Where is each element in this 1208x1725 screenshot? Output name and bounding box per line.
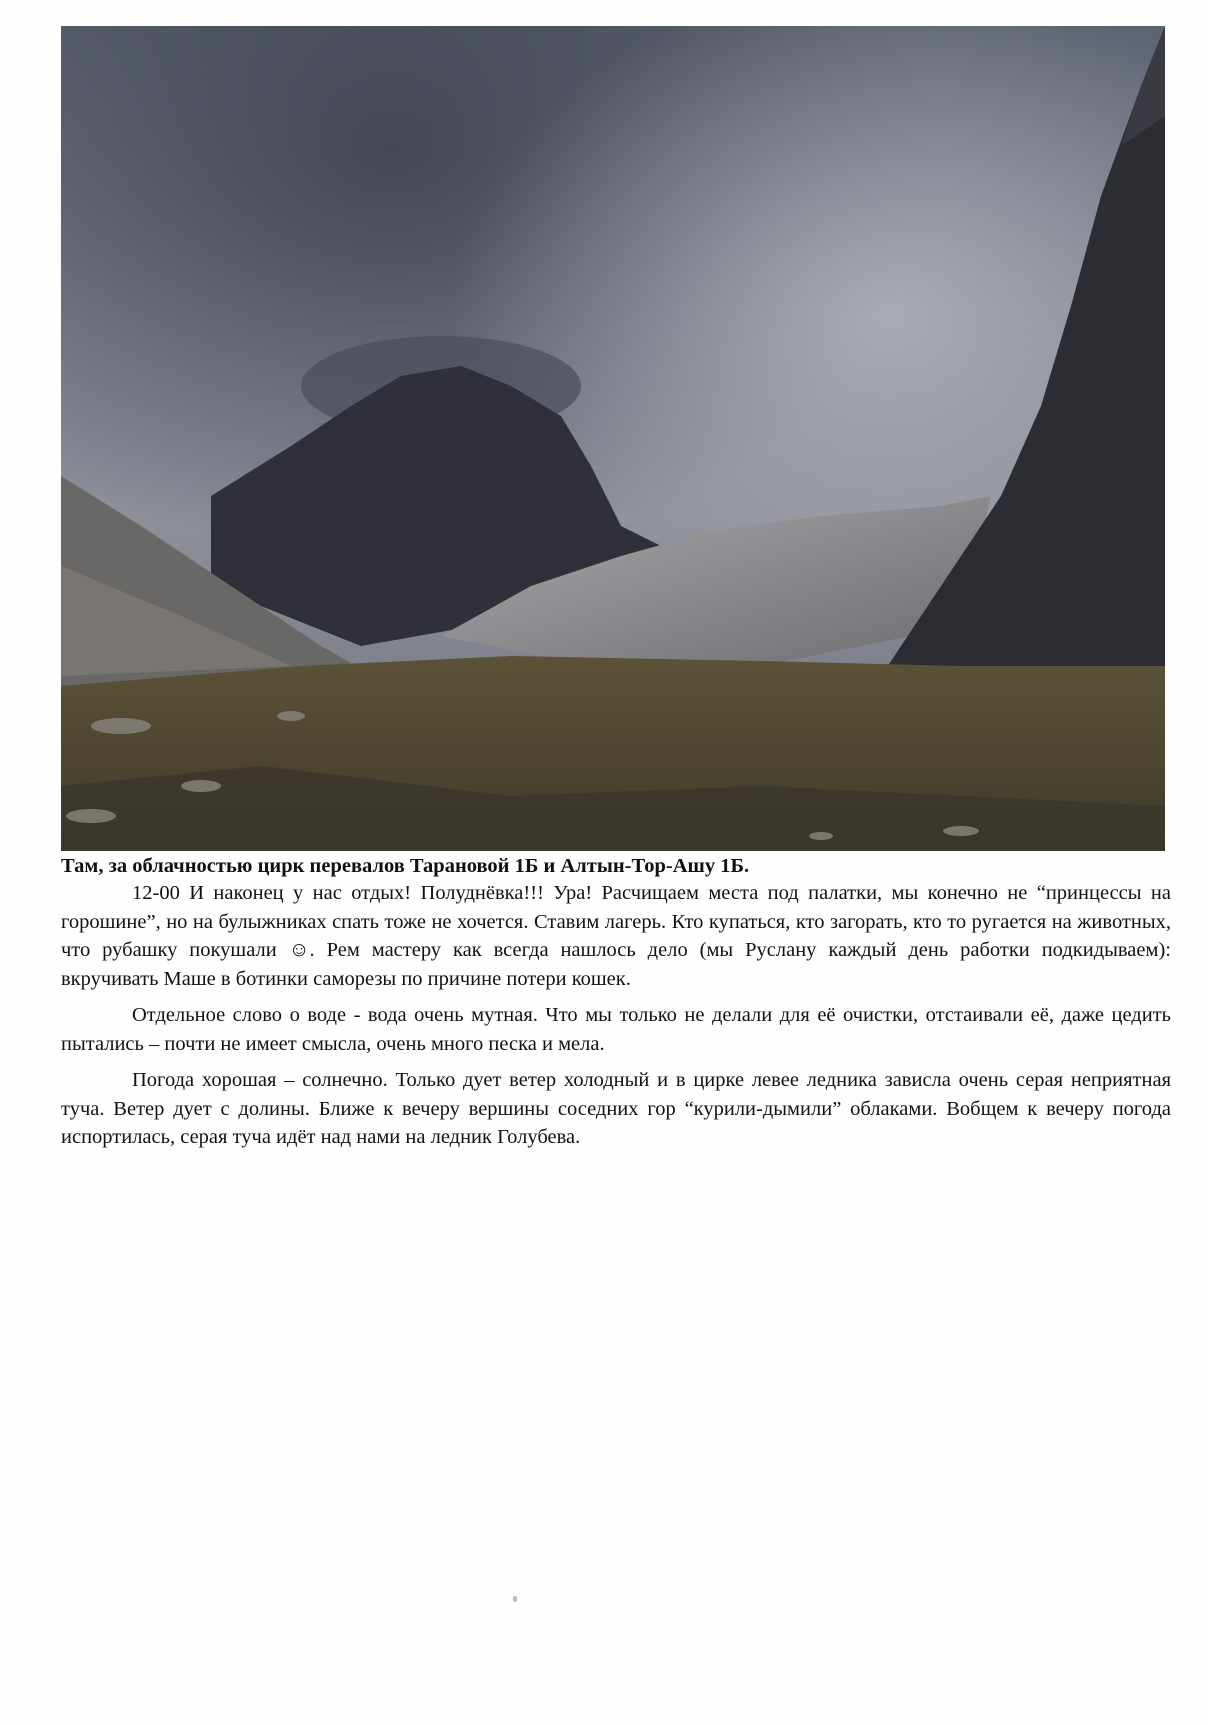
body-text — [61, 879, 1171, 1160]
paragraph-3: Погода хорошая – солнечно. Только дует ветер холодный и в цирке левее ледника зависла очень серая неприятная туча. Ветер дует с долины. Ближе к вечеру вершины соседних гор “курили-дымили” облаками. Вобщем к вечеру погода испортилась, серая туча идёт над нами на ледник Голубева. — [61, 1069, 1171, 1148]
paragraph-2: Отдельное слово о воде - вода очень мутная. Что мы только не делали для её очистки, отстаивали её, даже цедить пытались – почти не имеет смысла, очень много песка и мела. — [61, 1004, 1171, 1055]
photo-caption: Там, за облачностью цирк перевалов Тарановой 1Б и Алтын-Тор-Ашу 1Б. — [61, 855, 750, 877]
mountain-photo-drawing — [61, 26, 1165, 851]
mountain-photo — [61, 26, 1165, 851]
paragraph-1: 12-00 И наконец у нас отдых! Полуднёвка!!! Ура! Расчищаем места под палатки, мы конечно не “принцессы на горошине”, но на булыжниках спать тоже не хочется. Ставим лагерь. Кто купаться, кто загорать, кто то ругается на животных, что рубашку покушали ☺. Рем мастеру как всегда нашлось дело (мы Руслану каждый день работки подкидываем): вкручивать Маше в ботинки саморезы по причине потери кошек. — [61, 882, 1171, 990]
scan-speck — [513, 1596, 517, 1602]
